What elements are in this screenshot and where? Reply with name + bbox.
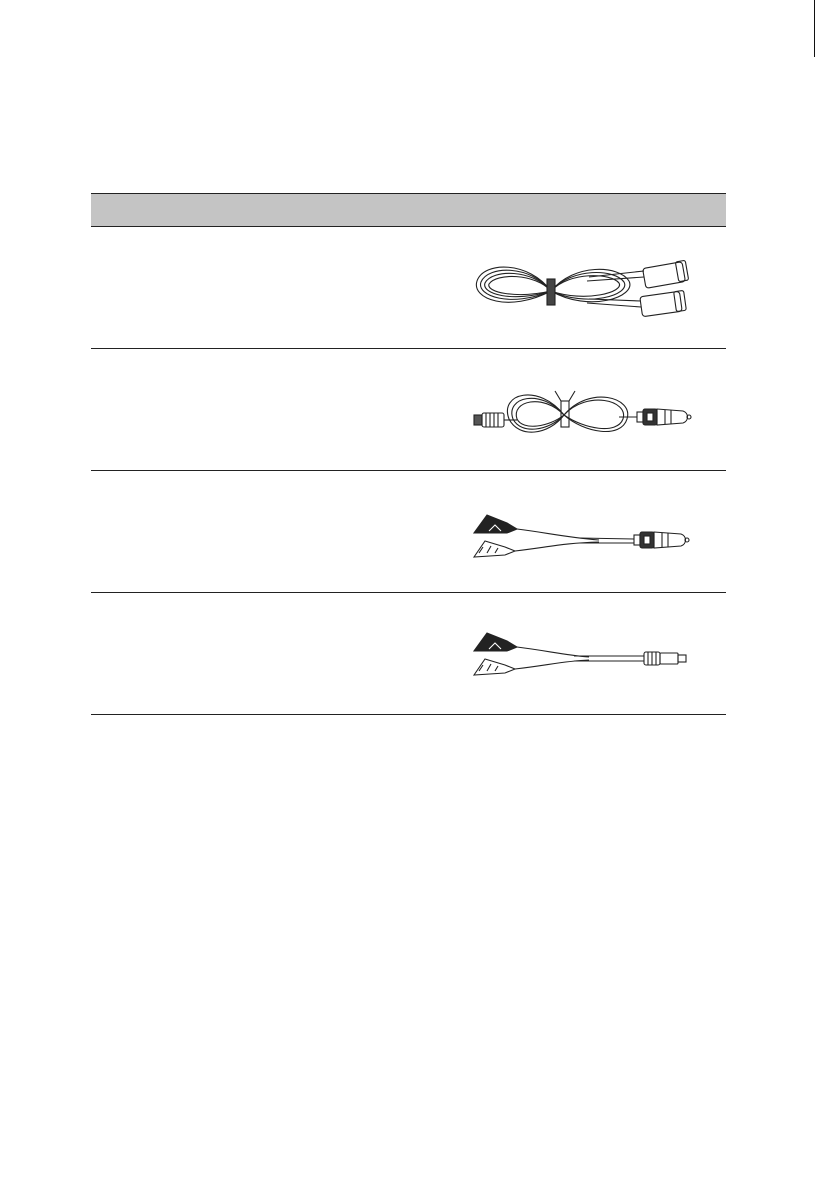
alligator-clips-car-adapter-cable-icon: [469, 485, 699, 577]
alligator-clips-barrel-plug-cable-icon: [469, 607, 699, 699]
table-row: [91, 471, 726, 593]
table-row: [91, 349, 726, 471]
table-row: [91, 593, 726, 715]
coiled-cable-dual-connector-icon: [469, 241, 699, 333]
table-row: [91, 227, 726, 349]
coiled-cable-barrel-plug-car-adapter-icon: [469, 363, 699, 455]
table-header-row: [91, 193, 726, 227]
accessory-table: [91, 193, 726, 715]
page-edge-line: [814, 0, 816, 57]
